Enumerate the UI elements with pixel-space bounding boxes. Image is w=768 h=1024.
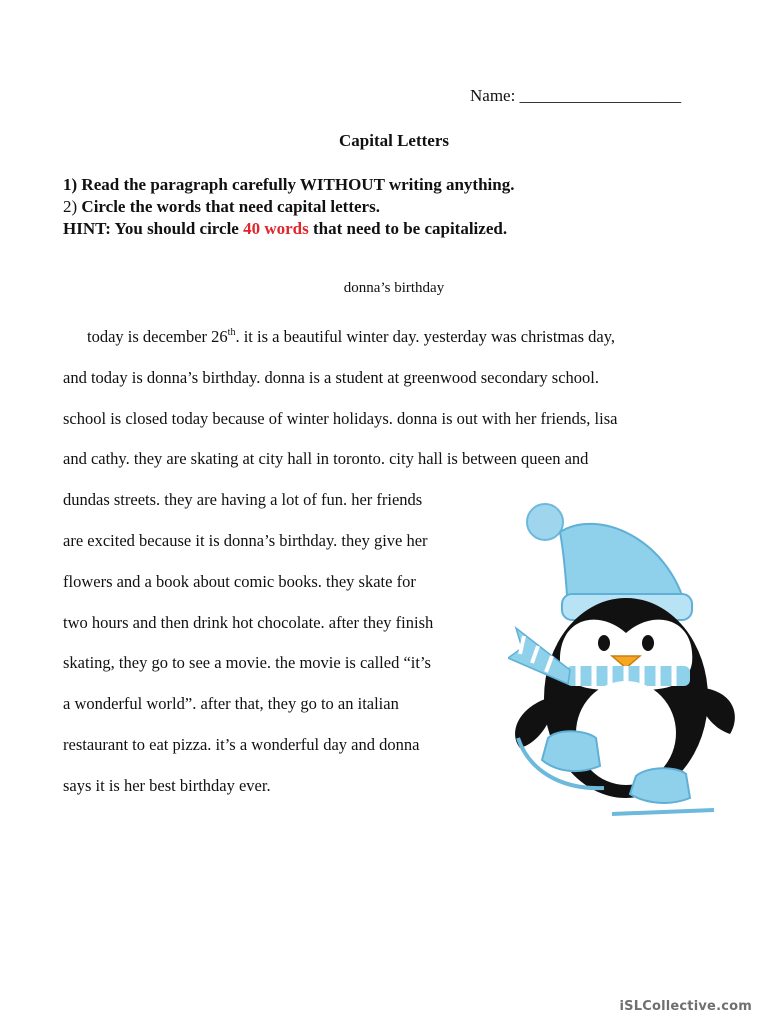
page-title: Capital Letters bbox=[338, 131, 449, 150]
instructions bbox=[63, 174, 514, 240]
right-skate-boot bbox=[630, 768, 690, 803]
paragraph-line-1a: today is december 26 bbox=[87, 327, 228, 346]
paragraph-line: two hours and then drink hot chocolate. after they finish bbox=[63, 612, 434, 632]
paragraph-line bbox=[63, 326, 617, 367]
name-label: Name: bbox=[470, 86, 516, 105]
paragraph-line: and cathy. they are skating at city hall in toronto. city hall is between queen and bbox=[63, 449, 589, 469]
paragraph-line: a wonderful world”. after that, they go to an italian bbox=[63, 694, 399, 714]
left-eye bbox=[598, 635, 610, 651]
paragraph-line: school is closed today because of winter holidays. donna is out with her friends, lisa bbox=[63, 408, 618, 428]
paragraph-line: skating, they go to see a movie. the movie is called “it’s bbox=[63, 653, 431, 673]
instruction-2-number: 2) bbox=[63, 197, 78, 216]
hint-line bbox=[63, 218, 514, 240]
name-blank-line: ___________________ bbox=[519, 86, 682, 105]
paragraph-line: dundas streets. they are having a lot of fun. her friends bbox=[63, 490, 423, 510]
paragraph-line-1b: . it is a beautiful winter day. yesterday was christmas day, bbox=[235, 327, 615, 346]
instruction-2 bbox=[63, 196, 514, 218]
right-skate-blade bbox=[612, 810, 714, 814]
paragraph-line: flowers and a book about comic books. they skate for bbox=[63, 571, 416, 591]
story-title: donna’s birthday bbox=[343, 280, 445, 296]
hint-prefix: HINT: You should circle bbox=[63, 219, 239, 238]
ordinal-superscript: th bbox=[227, 327, 236, 338]
paragraph-line: restaurant to eat pizza. it’s a wonderful day and donna bbox=[63, 734, 420, 754]
instruction-1: 1) Read the paragraph carefully WITHOUT writing anything. bbox=[63, 175, 515, 194]
instruction-2-text: Circle the words that need capital letters. bbox=[81, 197, 380, 216]
paragraph-line: and today is donna’s birthday. donna is a student at greenwood secondary school. bbox=[63, 367, 599, 387]
name-field bbox=[470, 86, 681, 106]
right-eye bbox=[642, 635, 654, 651]
hint-word-count: 40 words bbox=[243, 219, 309, 238]
watermark: iSLCollective.com bbox=[619, 999, 752, 1014]
skating-penguin-icon bbox=[508, 498, 744, 838]
hat-pompom bbox=[527, 504, 563, 540]
paragraph-line: says it is her best birthday ever. bbox=[63, 775, 271, 795]
paragraph-line: are excited because it is donna’s birthday. they give her bbox=[63, 530, 428, 550]
left-skate-boot bbox=[542, 731, 600, 771]
hint-suffix: that need to be capitalized. bbox=[313, 219, 508, 238]
